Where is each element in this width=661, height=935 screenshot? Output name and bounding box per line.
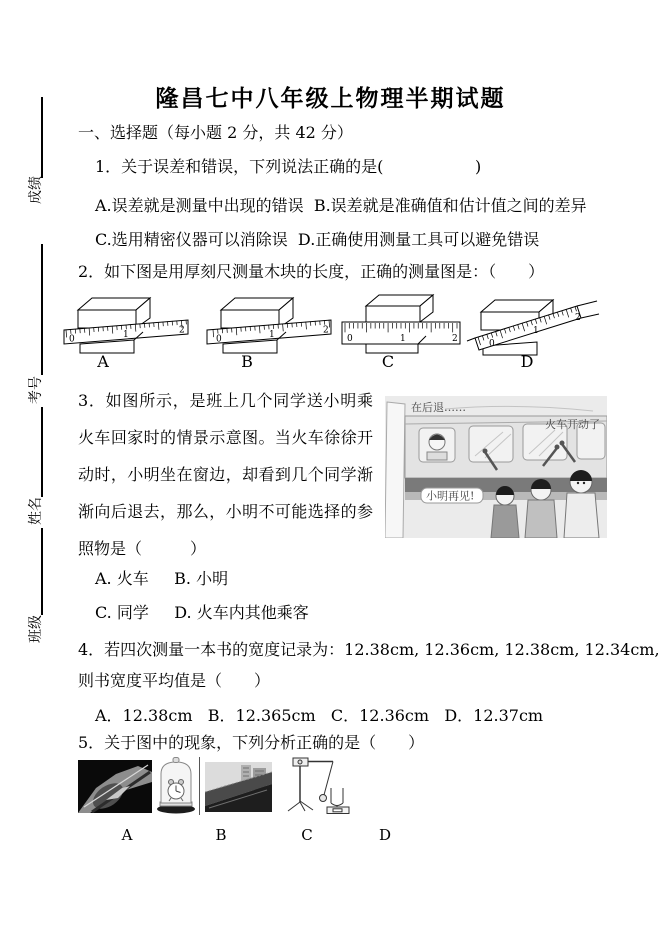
ruler-d-tick-1: 1 bbox=[533, 326, 539, 336]
question-4-options: A．12.38cm B．12.365cm C．12.36cm D．12.37cm bbox=[95, 706, 544, 725]
ruler-a-tick-0: 0 bbox=[69, 334, 75, 345]
class-blank-line bbox=[41, 528, 43, 615]
question-1-options-cd: C.选用精密仪器可以消除误 D.正确使用测量工具可以避免错误 bbox=[95, 230, 540, 249]
diagram-label-b: B bbox=[241, 352, 253, 371]
diagram-label-a: A bbox=[97, 352, 109, 371]
ruler-d-tick-0: 0 bbox=[489, 339, 495, 349]
violin-photo bbox=[78, 760, 152, 813]
margin-label-exam-number: 考号 bbox=[28, 376, 44, 404]
ruler-b-tick-2: 2 bbox=[323, 325, 329, 336]
image-label-c: C bbox=[301, 826, 313, 844]
question-1-stem: 1．关于误差和错误，下列说法正确的是( ) bbox=[95, 157, 482, 176]
ruler-d-tick-2: 2 bbox=[575, 313, 581, 323]
question-4-stem-line2: 则书宽度平均值是（ ） bbox=[78, 671, 271, 690]
margin-label-class: 班级 bbox=[28, 615, 44, 643]
road-noise-barrier-photo bbox=[205, 762, 272, 812]
page-title: 隆昌七中八年级上物理半期试题 bbox=[155, 85, 506, 112]
question-3-stem: 3．如图所示，是班上几个同学送小明乘火车回家时的情景示意图。当火车徐徐开动时，小明坐在窗边，却看到几个同学渐渐向后退去，那么，小明不可能选择的参照物是（ ） bbox=[78, 391, 373, 558]
diagram-label-d: D bbox=[520, 352, 534, 371]
ruler-diagram-d bbox=[465, 290, 605, 358]
question-2-diagrams bbox=[60, 290, 625, 378]
section-heading: 一、选择题（每小题 2 分，共 42 分） bbox=[78, 123, 353, 142]
margin-label-score: 成绩 bbox=[28, 176, 44, 204]
image-label-b: B bbox=[215, 826, 227, 844]
ruler-b-tick-1: 1 bbox=[269, 330, 275, 340]
diagram-label-c: C bbox=[381, 352, 395, 371]
question-5-images bbox=[78, 755, 638, 847]
ruler-b-tick-0: 0 bbox=[216, 334, 222, 345]
tuning-fork-experiment-diagram bbox=[283, 755, 353, 814]
ruler-diagram-b bbox=[205, 293, 335, 357]
train-farewell-illustration bbox=[385, 396, 607, 538]
bubble-goodbye: 小明再见! bbox=[426, 489, 475, 503]
exam-number-blank-line bbox=[41, 244, 43, 375]
name-blank-line bbox=[41, 407, 43, 497]
ruler-a-tick-1: 1 bbox=[123, 330, 129, 340]
question-3-options-cd: C. 同学 D. 火车内其他乘客 bbox=[95, 603, 309, 622]
ruler-c-tick-2: 2 bbox=[452, 334, 458, 344]
question-3-options-ab: A. 火车 B. 小明 bbox=[95, 569, 229, 588]
ruler-diagram-c bbox=[340, 290, 465, 356]
question-1-options-ab: A.误差就是测量中出现的错误 B.误差就是准确值和估计值之间的差异 bbox=[95, 196, 587, 215]
ruler-c-tick-1: 1 bbox=[400, 334, 406, 344]
ruler-a-tick-2: 2 bbox=[179, 325, 185, 336]
bubble-train-starting: 火车开动了 bbox=[545, 418, 600, 431]
image-label-a: A bbox=[121, 826, 133, 844]
bell-jar-clock-image bbox=[156, 757, 201, 815]
ruler-diagram-a bbox=[62, 293, 192, 357]
ruler-c-tick-0: 0 bbox=[347, 334, 353, 344]
question-4-stem-line1: 4．若四次测量一本书的宽度记录为：12.38cm, 12.36cm, 12.38cm, 12.34cm, bbox=[78, 640, 660, 659]
question-3 bbox=[78, 382, 607, 567]
question-2-stem: 2．如下图是用厚刻尺测量木块的长度，正确的测量图是：（ ） bbox=[78, 262, 545, 281]
image-label-d: D bbox=[378, 826, 392, 844]
margin-label-name: 姓名 bbox=[28, 497, 44, 525]
question-3-illustration bbox=[385, 396, 607, 538]
question-5-stem: 5．关于图中的现象，下列分析正确的是（ ） bbox=[78, 733, 425, 752]
bubble-moving-back: 在后退…… bbox=[411, 401, 466, 414]
